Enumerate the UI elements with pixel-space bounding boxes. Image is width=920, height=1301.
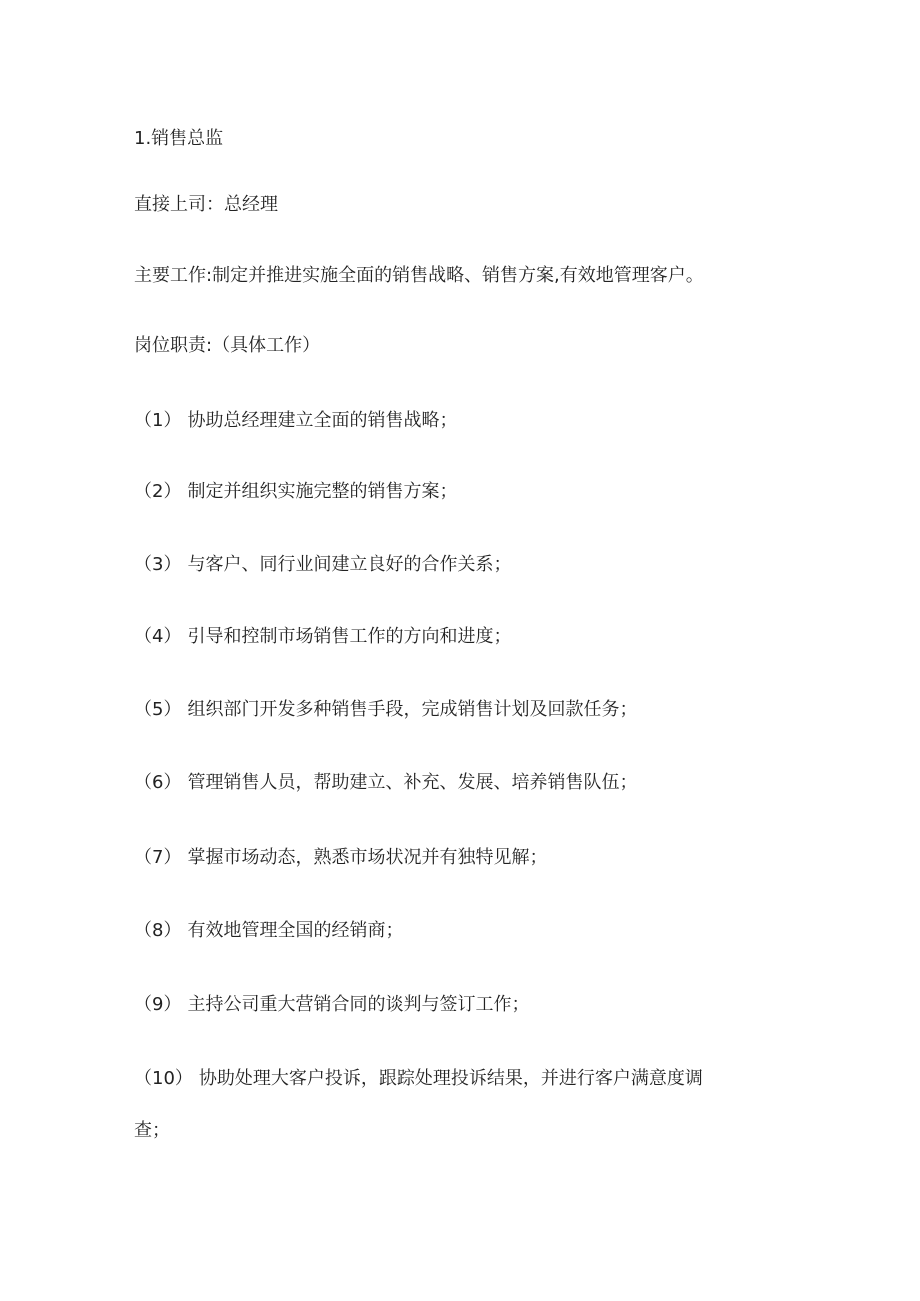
duty-item-9 xyxy=(134,993,529,1017)
supervisor-line: 直接上司：总经理 xyxy=(134,194,278,215)
duty-number: （7） xyxy=(134,847,182,868)
duty-text: 组织部门开发多种销售手段，完成销售计划及回款任务； xyxy=(187,699,638,720)
duty-number: （10） xyxy=(134,1068,193,1089)
duty-number: （1） xyxy=(134,410,182,431)
duty-text: 掌握市场动态，熟悉市场状况并有独特见解； xyxy=(187,847,548,868)
duty-item-2 xyxy=(134,480,457,504)
duty-item-10-continuation: 查； xyxy=(134,1120,170,1141)
duty-number: （9） xyxy=(134,994,182,1015)
duty-text: 引导和控制市场销售工作的方向和进度； xyxy=(187,626,512,647)
duty-number: （8） xyxy=(134,920,182,941)
duty-number: （2） xyxy=(134,481,182,502)
duty-item-4 xyxy=(134,625,511,649)
main-work-line: 主要工作:制定并推进实施全面的销售战略、销售方案,有效地管理客户。 xyxy=(134,265,704,286)
duty-text: 管理销售人员，帮助建立、补充、发展、培养销售队伍； xyxy=(187,772,638,793)
duty-item-6 xyxy=(134,771,637,795)
duty-number: （5） xyxy=(134,699,182,720)
duty-item-8 xyxy=(134,919,403,943)
section-title: 1.销售总监 xyxy=(134,128,224,149)
duty-item-7 xyxy=(134,846,547,870)
duty-item-10 xyxy=(134,1067,703,1091)
duty-text: 与客户、同行业间建立良好的合作关系； xyxy=(187,554,512,575)
duty-number: （6） xyxy=(134,772,182,793)
duty-item-5 xyxy=(134,698,637,722)
duty-text: 主持公司重大营销合同的谈判与签订工作； xyxy=(187,994,530,1015)
duty-text: 有效地管理全国的经销商； xyxy=(187,920,404,941)
duty-number: （4） xyxy=(134,626,182,647)
duties-heading: 岗位职责:（具体工作） xyxy=(134,335,321,356)
duty-text: 协助总经理建立全面的销售战略； xyxy=(187,410,458,431)
duty-text: 制定并组织实施完整的销售方案； xyxy=(187,481,458,502)
duty-number: （3） xyxy=(134,554,182,575)
duty-text: 协助处理大客户投诉，跟踪处理投诉结果，并进行客户满意度调 xyxy=(198,1068,703,1089)
duty-item-1 xyxy=(134,409,457,433)
duty-item-3 xyxy=(134,553,511,577)
